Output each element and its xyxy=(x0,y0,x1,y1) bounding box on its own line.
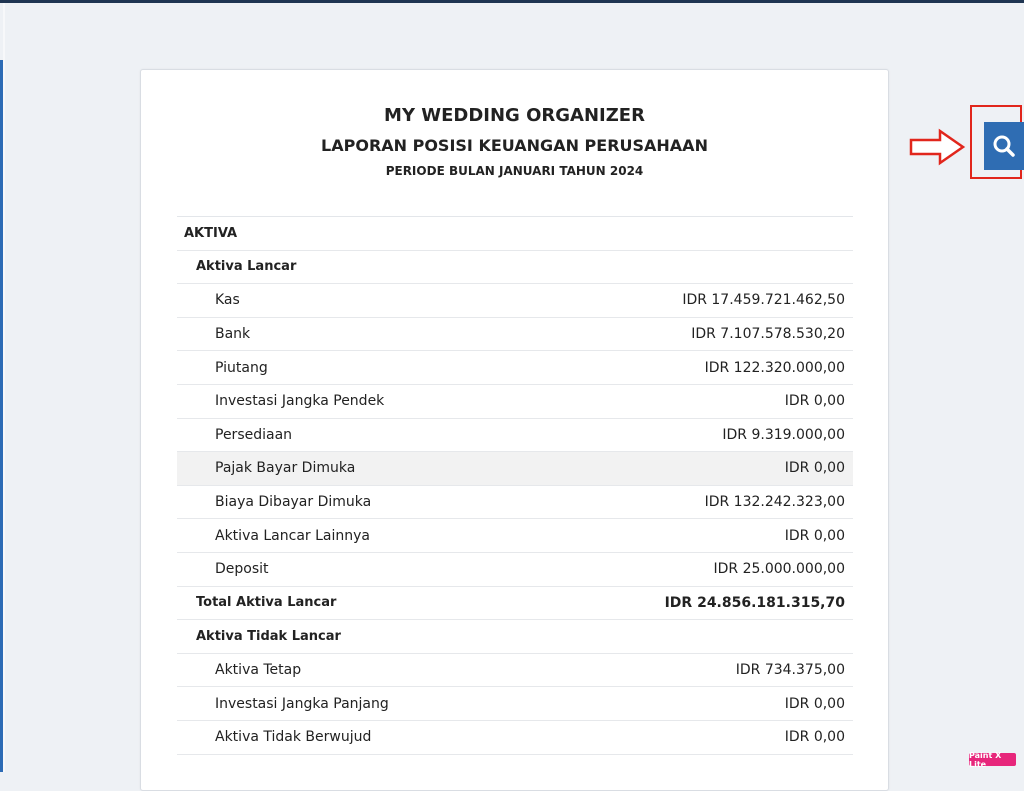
table-row xyxy=(177,519,853,553)
table-row xyxy=(177,687,853,721)
table-row xyxy=(177,251,853,285)
row-label: Total Aktiva Lancar xyxy=(196,595,337,611)
report-period: PERIODE BULAN JANUARI TAHUN 2024 xyxy=(385,164,644,178)
table-row xyxy=(177,351,853,385)
balance-sheet-table xyxy=(177,216,853,755)
row-label: Bank xyxy=(215,326,251,343)
table-row xyxy=(177,419,853,453)
row-amount: IDR 25.000.000,00 xyxy=(713,561,845,578)
row-amount: IDR 7.107.578.530,20 xyxy=(691,326,845,343)
row-amount: IDR 122.320.000,00 xyxy=(704,359,845,376)
row-label: Kas xyxy=(215,292,240,309)
row-label: Investasi Jangka Panjang xyxy=(215,695,389,712)
row-label: Piutang xyxy=(215,359,268,376)
row-amount: IDR 734.375,00 xyxy=(735,662,845,679)
sidebar-edge xyxy=(3,3,5,772)
row-label: Pajak Bayar Dimuka xyxy=(215,460,356,477)
row-label: Deposit xyxy=(215,561,269,578)
table-row xyxy=(177,553,853,587)
row-amount: IDR 0,00 xyxy=(784,527,845,544)
row-label: Aktiva Tidak Lancar xyxy=(196,628,341,644)
row-amount: IDR 132.242.323,00 xyxy=(704,494,845,511)
row-label: Persediaan xyxy=(215,426,293,443)
watermark-badge: Paint X Lite xyxy=(969,753,1016,766)
table-row xyxy=(177,284,853,318)
table-row xyxy=(177,721,853,755)
top-bar xyxy=(0,0,1024,3)
report-title: LAPORAN POSISI KEUANGAN PERUSAHAAN xyxy=(321,136,708,155)
table-row xyxy=(177,654,853,688)
company-name: MY WEDDING ORGANIZER xyxy=(384,105,645,126)
search-button[interactable] xyxy=(984,122,1024,170)
row-label: Aktiva Lancar Lainnya xyxy=(215,527,370,544)
row-amount: IDR 0,00 xyxy=(784,729,845,746)
table-row xyxy=(177,486,853,520)
table-row-hovered xyxy=(177,452,853,486)
sidebar-strip xyxy=(0,60,3,772)
row-label: Investasi Jangka Pendek xyxy=(215,393,385,410)
table-row xyxy=(177,620,853,654)
table-row xyxy=(177,217,853,251)
row-amount: IDR 0,00 xyxy=(784,460,845,477)
row-label: Aktiva Lancar xyxy=(196,259,297,275)
row-amount: IDR 9.319.000,00 xyxy=(722,426,845,443)
row-amount: IDR 0,00 xyxy=(784,393,845,410)
total-row xyxy=(177,587,853,621)
search-icon xyxy=(992,134,1016,158)
row-amount: IDR 17.459.721.462,50 xyxy=(682,292,845,309)
row-label: Biaya Dibayar Dimuka xyxy=(215,494,372,511)
row-label: AKTIVA xyxy=(184,225,238,241)
row-label: Aktiva Tidak Berwujud xyxy=(215,729,372,746)
table-row xyxy=(177,318,853,352)
row-amount: IDR 24.856.181.315,70 xyxy=(664,594,845,611)
table-row xyxy=(177,385,853,419)
row-label: Aktiva Tetap xyxy=(215,662,302,679)
report-card xyxy=(140,69,889,791)
row-amount: IDR 0,00 xyxy=(784,695,845,712)
arrow-right-icon xyxy=(908,128,968,166)
